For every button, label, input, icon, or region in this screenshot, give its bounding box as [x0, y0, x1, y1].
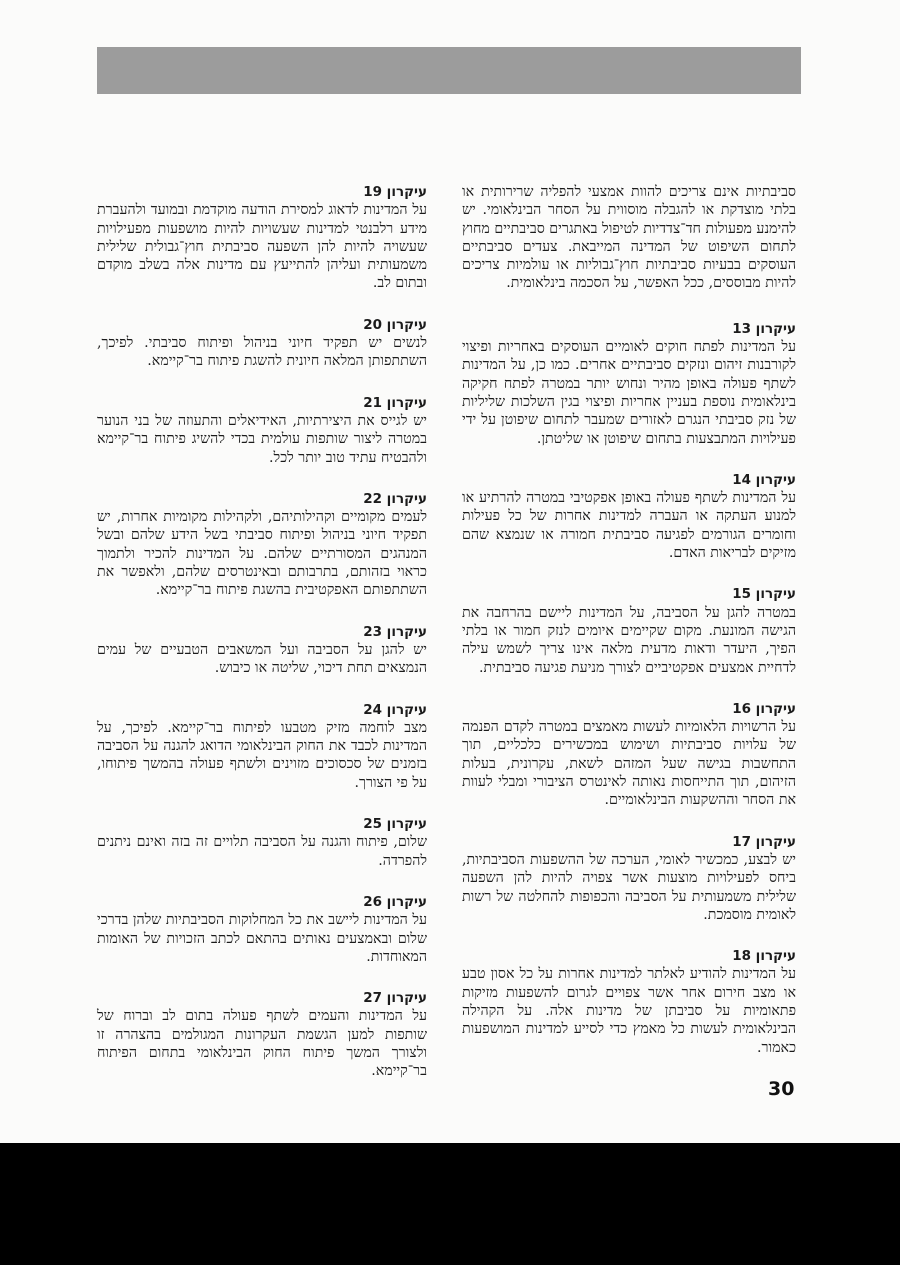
principle-text: על המדינות לדאוג למסירת הודעה מוקדמת ובמועד ולהעברת מידע רלבנטי למדינות שעשויות להיות מושפעות מפעילויות שעשויה להיות להן השפעה סביבתית חוץ־גבולית שלילית משמעותית ועליהן להתייעץ עם מדינות אלה בשלב מוקדם ובתום לב.	[97, 202, 427, 292]
principle-24	[97, 701, 427, 792]
page-number: 30	[768, 1078, 795, 1100]
principle-title: עיקרון 27	[363, 990, 427, 1007]
principle-18	[462, 947, 796, 1057]
principle-title: עיקרון 22	[363, 490, 427, 507]
principle-title: עיקרון 14	[732, 471, 796, 488]
principle-text: לעמים מקומיים וקהילותיהם, ולקהילות מקומיות אחרות, יש תפקיד חיוני בניהול ופיתוח סביבתי בשל הידע שלהם ובשל המנהגים המסורתיים שלהם. על המדינות להכיר ולתמוך כראוי בזהותם, בתרבותם ובאינטרסים שלהם, ולאפשר את השתתפותם האפקטיבית בהשגת פיתוח בר־קיימא.	[97, 509, 427, 599]
principle-title: עיקרון 24	[363, 701, 427, 718]
principle-text: על המדינות לפתח חוקים לאומיים העוסקים באחריות ופיצוי לקורבנות זיהום ונזקים סביבתיים אחרים. כמו כן, על המדינות לשתף פעולה באופן מהיר ונחוש יותר במטרה לפתח חקיקה בינלאומית נוספת בעניין אחריות ופיצוי בגין השלכות שליליות של נזק סביבתי הנגרם לאזורים שמעבר לתחום שיפוטן על ידי פעילויות המתבצעות בתחום שיפוטן או שליטתן.	[462, 339, 796, 447]
principle-title: עיקרון 18	[732, 948, 796, 965]
principle-17	[462, 833, 796, 924]
principle-text: במטרה להגן על הסביבה, על המדינות ליישם בהרחבה את הגישה המונעת. מקום שקיימים איומים לנזק חמור או בלתי הפיך, היעדר ודאות מדעית מלאה אינו צריך לשמש עילה לדחיית אמצעים אפקטיביים לצורך מניעת פגיעה סביבתית.	[462, 604, 796, 676]
right-column	[462, 183, 796, 1080]
principle-title: עיקרון 23	[363, 623, 427, 640]
principle-22	[97, 490, 427, 600]
header-band	[97, 47, 801, 94]
principle-title: עיקרון 21	[363, 394, 427, 411]
left-column	[97, 183, 427, 1104]
principle-19	[97, 183, 427, 293]
principle-20	[97, 316, 427, 371]
principle-title: עיקרון 25	[363, 816, 427, 833]
principle-title: עיקרון 17	[732, 833, 796, 850]
principle-title: עיקרון 26	[363, 893, 427, 910]
principle-text: על המדינות להודיע לאלתר למדינות אחרות על כל אסון טבע או מצב חירום אחר אשר צפויים לגרום להשפעות מזיקות פתאומיות על סביבתן של מדינות אלה. על הקהילה הבינלאומית לעשות כל מאמץ כדי לסייע למדינות המושפעות כאמור.	[462, 966, 796, 1056]
principle-21	[97, 394, 427, 467]
principle-14	[462, 471, 796, 562]
principle-27	[97, 989, 427, 1080]
principle-title: עיקרון 15	[732, 586, 796, 603]
principle-title: עיקרון 16	[732, 700, 796, 717]
principle-title: עיקרון 20	[363, 316, 427, 333]
principle-text: על המדינות ליישב את כל המחלוקות הסביבתיות שלהן בדרכי שלום ובאמצעים נאותים בהתאם לכתב הזכויות של האומות המאוחדות.	[97, 912, 427, 965]
principle-title: עיקרון 19	[363, 184, 427, 200]
principle-text: לנשים יש תפקיד חיוני בניהול ופיתוח סביבתי. לפיכך, השתתפותן המלאה חיונית להשגת פיתוח בר־קיימא.	[97, 335, 427, 370]
principle-26	[97, 893, 427, 966]
principle-title: עיקרון 13	[732, 320, 796, 337]
principle-25	[97, 815, 427, 870]
principle-text: יש להגן על הסביבה ועל המשאבים הטבעיים של עמים הנמצאים תחת דיכוי, שליטה או כיבוש.	[97, 641, 427, 677]
principle-text: יש לבצע, כמכשיר לאומי, הערכה של ההשפעות הסביבתיות, ביחס לפעילויות מוצעות אשר צפויה להיות להן השפעה שלילית משמעותית על הסביבה והכפופות להחלטה של רשות לאומית מוסמכת.	[462, 851, 796, 923]
principle-text: יש לגייס את היצירתיות, האידיאלים והתעוזה של בני הנוער במטרה ליצור שותפות עולמית בכדי להשיג פיתוח בר־קיימא ולהבטיח עתיד טוב יותר לכל.	[97, 412, 427, 466]
principle-13	[462, 320, 796, 448]
intro-paragraph: סביבתיות אינם צריכים להוות אמצעי להפליה שרירותית או בלתי מוצדקת או להגבלה מוסווית על הסחר הבינלאומי. יש להימנע מפעולות חד־צדדיות לטיפול באתגרים סביבתיים מחוץ לתחום השיפוט של המדינה המייבאת. צעדים סביבתיים העוסקים בבעיות סביבתיות חוץ־גבוליות או עולמיות צריכים להיות מבוססים, ככל האפשר, על הסכמה בינלאומית.	[462, 184, 796, 292]
principle-16	[462, 700, 796, 810]
principle-text: על המדינות והעמים לשתף פעולה בתום לב וברוח של שותפות למען הגשמת העקרונות המגולמים בהצהרה זו ולצורך המשך פיתוח החוק הבינלאומי בתחום הפיתוח בר־קיימא.	[97, 1008, 427, 1080]
principle-text: על המדינות לשתף פעולה באופן אפקטיבי במטרה להרתיע או למנוע העתקה או העברה למדינות אחרות של כל פעילות וחומרים הגורמים לפגיעה סביבתית חמורה או שנמצא שהם מזיקים לבריאות האדם.	[462, 490, 796, 562]
principle-text: על הרשויות הלאומיות לעשות מאמצים במטרה לקדם הפנמה של עלויות סביבתיות ושימוש במכשירים כלכליים, תוך התחשבות בגישה שעל המזהם לשאת, עקרונית, בעלות הזיהום, תוך התייחסות נאותה לאינטרס הציבורי ומבלי לעוות את הסחר וההשקעות הבינלאומיים.	[462, 719, 796, 809]
principle-text: מצב לוחמה מזיק מטבעו לפיתוח בר־קיימא. לפיכך, על המדינות לכבד את החוק הבינלאומי הדואג להגנה על הסביבה בזמנים של סכסוכים מזוינים ולשתף פעולה בהמשך פיתוחו, על פי הצורך.	[97, 719, 427, 791]
principle-23	[97, 623, 427, 678]
principle-15	[462, 585, 796, 676]
principle-text: שלום, פיתוח והגנה על הסביבה תלויים זה בזה ואינם ניתנים להפרדה.	[97, 834, 427, 869]
